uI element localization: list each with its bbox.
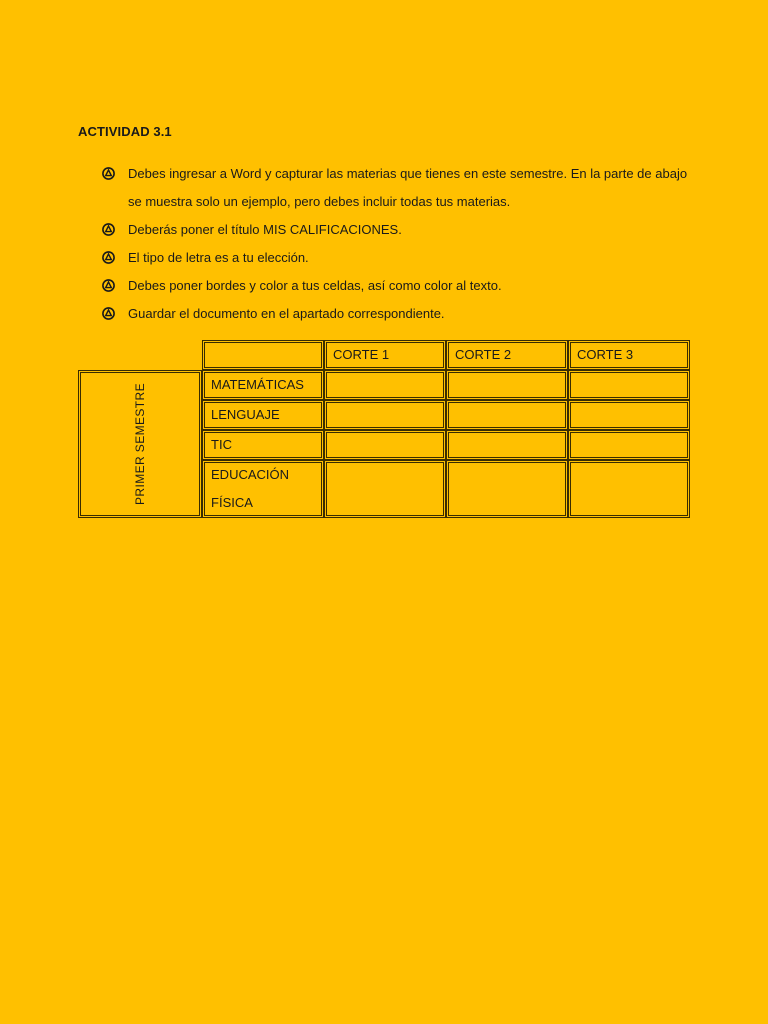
semester-label: PRIMER SEMESTRE bbox=[133, 382, 148, 506]
semester-group-cell[interactable] bbox=[78, 370, 202, 518]
instruction-text: Debes ingresar a Word y capturar las materias que tienes en este semestre. En la parte de abajo se muestra solo un ejemplo, pero debes incluir todas tus materias. bbox=[128, 166, 688, 209]
grade-cell[interactable] bbox=[324, 370, 446, 400]
recycle-circle-icon bbox=[102, 279, 115, 292]
instruction-text: Guardar el documento en el apartado correspondiente. bbox=[128, 306, 445, 321]
recycle-circle-icon bbox=[102, 251, 115, 264]
instruction-item bbox=[102, 216, 702, 244]
grade-cell[interactable] bbox=[446, 400, 568, 430]
header-corte-3[interactable]: CORTE 3 bbox=[568, 340, 690, 370]
instruction-item bbox=[102, 272, 702, 300]
grade-cell[interactable] bbox=[568, 370, 690, 400]
subject-cell[interactable]: LENGUAJE bbox=[202, 400, 324, 430]
instruction-list bbox=[102, 160, 702, 328]
instruction-text: Debes poner bordes y color a tus celdas, así como color al texto. bbox=[128, 278, 502, 293]
instruction-text: Deberás poner el título MIS CALIFICACIONES. bbox=[128, 222, 402, 237]
grade-cell[interactable] bbox=[568, 400, 690, 430]
table-row bbox=[78, 370, 690, 400]
instruction-item bbox=[102, 160, 702, 216]
header-corte-1[interactable]: CORTE 1 bbox=[324, 340, 446, 370]
table-header-row bbox=[78, 340, 690, 370]
recycle-circle-icon bbox=[102, 223, 115, 236]
instruction-item bbox=[102, 244, 702, 272]
header-subject-cell[interactable] bbox=[202, 340, 324, 370]
recycle-circle-icon bbox=[102, 307, 115, 320]
header-corte-2[interactable]: CORTE 2 bbox=[446, 340, 568, 370]
grade-cell[interactable] bbox=[568, 430, 690, 460]
grade-cell[interactable] bbox=[324, 430, 446, 460]
subject-cell[interactable]: EDUCACIÓN FÍSICA bbox=[202, 460, 324, 518]
instruction-item bbox=[102, 300, 702, 328]
subject-cell[interactable]: TIC bbox=[202, 430, 324, 460]
grade-cell[interactable] bbox=[446, 370, 568, 400]
grades-table bbox=[78, 340, 690, 518]
activity-heading: ACTIVIDAD 3.1 bbox=[78, 124, 172, 139]
grade-cell[interactable] bbox=[446, 460, 568, 518]
empty-corner-cell bbox=[78, 340, 202, 370]
recycle-circle-icon bbox=[102, 167, 115, 180]
grade-cell[interactable] bbox=[568, 460, 690, 518]
instruction-text: El tipo de letra es a tu elección. bbox=[128, 250, 309, 265]
subject-cell[interactable]: MATEMÁTICAS bbox=[202, 370, 324, 400]
grade-cell[interactable] bbox=[324, 460, 446, 518]
grade-cell[interactable] bbox=[324, 400, 446, 430]
grade-cell[interactable] bbox=[446, 430, 568, 460]
